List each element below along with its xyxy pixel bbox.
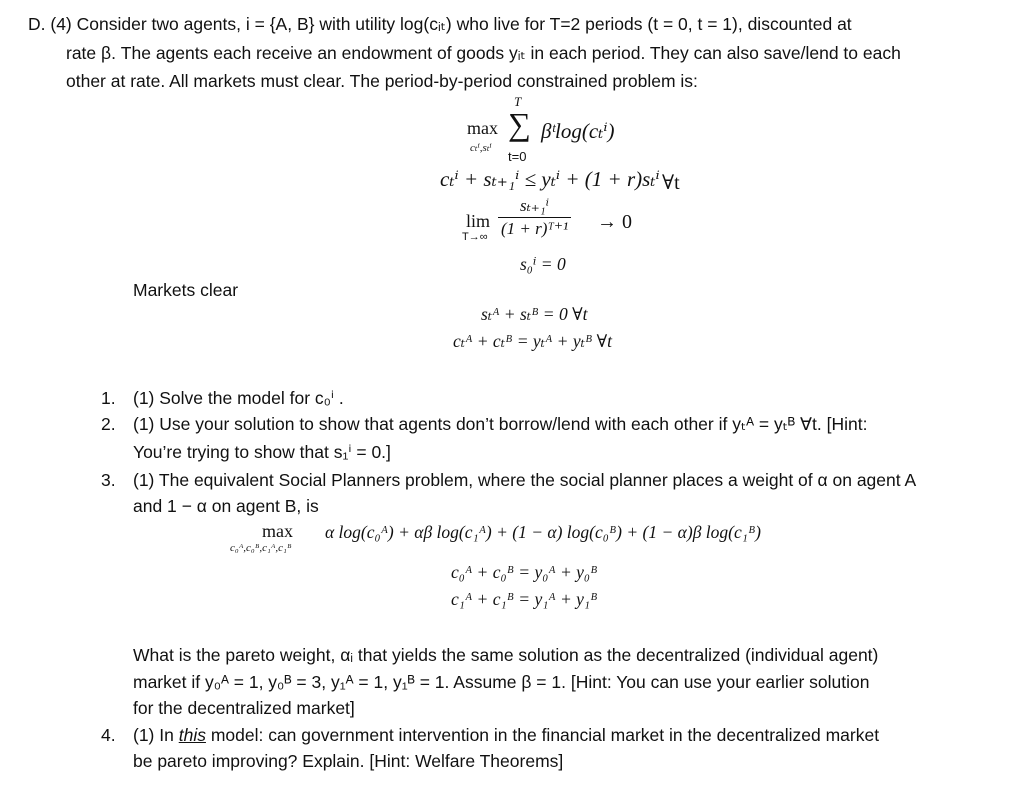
pareto-line-2: market if y₀ᴬ = 1, y₀ᴮ = 3, y₁ᴬ = 1, y₁ᴮ = 1. Assume β = 1. [Hint: You can use your earlier solution: [133, 672, 870, 692]
sp-max-subscript: c₀ᴬ,c₀ᴮ,c₁ᴬ,c₁ᴮ: [230, 542, 292, 554]
q1-number: 1.: [101, 388, 116, 408]
q4-number: 4.: [101, 725, 116, 745]
tv-fraction: [498, 196, 571, 239]
sp-constraint-period-1: c₁ᴬ + c₁ᴮ = y₁ᴬ + y₁ᴮ: [451, 589, 598, 609]
tv-denominator: (1 + r)ᵀ⁺¹: [501, 219, 569, 238]
q3-line-1: (1) The equivalent Social Planners problem, where the social planner places a weight of α on agent A: [133, 470, 917, 490]
sum-upper-limit: T: [514, 94, 522, 109]
q4-emphasis: this: [178, 725, 206, 745]
q1-text: (1) Solve the model for c₀ⁱ .: [133, 388, 344, 408]
objective-max-subscript: cₜⁱ,sₜⁱ: [470, 142, 492, 154]
markets-clear-label: Markets clear: [133, 280, 239, 300]
sp-objective: α log(c₀ᴬ) + αβ log(c₁ᴬ) + (1 − α) log(c₀ᴮ) + (1 − α)β log(c₁ᴮ): [325, 522, 761, 542]
tv-fraction-body: [498, 196, 571, 239]
objective-max: max: [467, 118, 498, 138]
sp-constraint-period-0: c₀ᴬ + c₀ᴮ = y₀ᴬ + y₀ᴮ: [451, 562, 598, 582]
q2-line-2: You’re trying to show that s₁ⁱ = 0.]: [133, 442, 391, 462]
tv-arrow: → 0: [597, 211, 632, 233]
sp-max: max: [262, 521, 293, 541]
q3-number: 3.: [101, 470, 116, 490]
q2-number: 2.: [101, 414, 116, 434]
q3-line-2: and 1 − α on agent B, is: [133, 496, 319, 516]
objective-body: βᵗlog(cₜⁱ): [541, 119, 615, 143]
tv-numerator: sₜ₊₁ⁱ: [498, 196, 571, 218]
intro-line-2: rate β. The agents each receive an endowment of goods yᵢₜ in each period. They can also save/lend to each: [66, 43, 901, 63]
pareto-line-3: for the decentralized market]: [133, 698, 355, 718]
q4-suffix: model: can government intervention in the financial market in the decentralized market: [205, 725, 880, 745]
q4-line-1: [133, 725, 879, 746]
tv-lim-subscript: T→∞: [462, 231, 488, 243]
budget-constraint: cₜⁱ + sₜ₊₁ⁱ ≤ yₜⁱ + (1 + r)sₜⁱ: [440, 167, 660, 191]
summation-symbol: ∑: [508, 106, 531, 142]
tv-lim: lim: [466, 211, 491, 231]
budget-forall: ∀t: [662, 172, 680, 194]
intro-line-1: D. (4) Consider two agents, i = {A, B} with utility log(cᵢₜ) who live for T=2 periods (t = 0, t = 1), discounted at: [28, 14, 852, 34]
initial-condition: s₀ⁱ = 0: [520, 254, 566, 274]
q2-line-1: (1) Use your solution to show that agents don’t borrow/lend with each other if yₜᴬ = yₜᴮ ∀t. [Hint:: [133, 414, 868, 434]
pareto-line-1: What is the pareto weight, αᵢ that yields the same solution as the decentralized (individual agent): [133, 645, 879, 665]
q4-prefix: (1) In: [133, 725, 179, 745]
asset-market-clearing: sₜᴬ + sₜᴮ = 0 ∀t: [481, 304, 588, 324]
q4-line-2: be pareto improving? Explain. [Hint: Welfare Theorems]: [133, 751, 564, 771]
goods-market-clearing: cₜᴬ + cₜᴮ = yₜᴬ + yₜᴮ ∀t: [453, 331, 613, 351]
sum-lower-limit: t=0: [508, 149, 527, 164]
intro-line-3: other at rate. All markets must clear. The period-by-period constrained problem is:: [66, 71, 698, 91]
